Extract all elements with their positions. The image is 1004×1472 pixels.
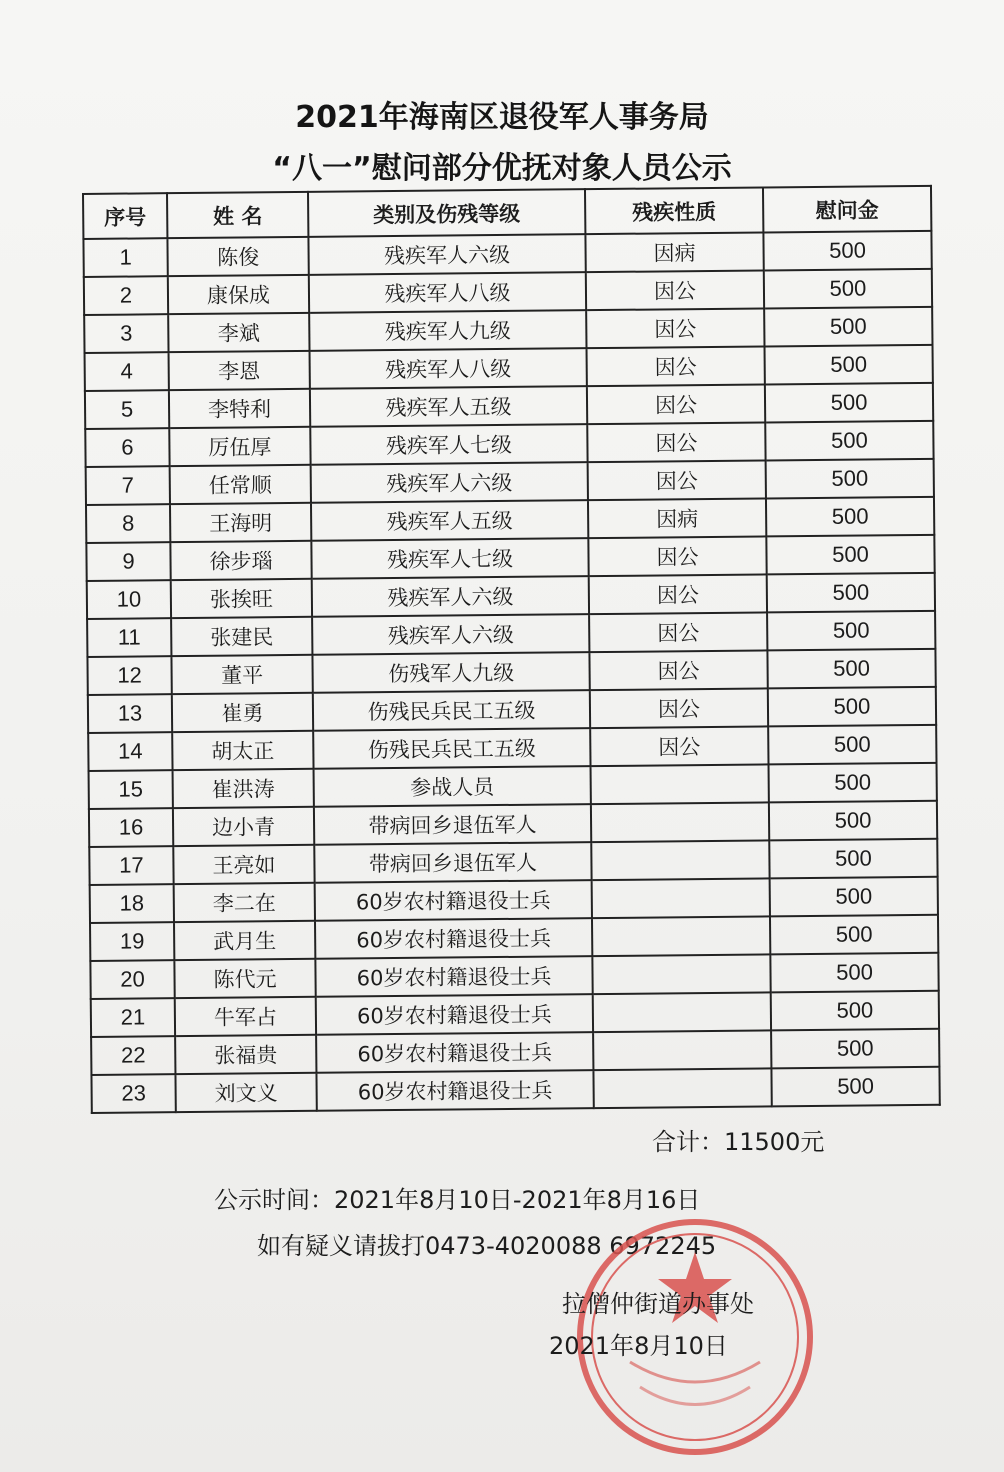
cell-category: 残疾军人九级 bbox=[309, 310, 586, 351]
cell-category: 残疾军人七级 bbox=[311, 538, 588, 579]
cell-nature bbox=[593, 1068, 771, 1108]
cell-name: 徐步瑙 bbox=[170, 541, 311, 580]
cell-category: 60岁农村籍退役士兵 bbox=[315, 880, 592, 921]
issue-date: 2021年8月10日 bbox=[549, 1332, 728, 1360]
cell-category: 伤残民兵民工五级 bbox=[313, 690, 590, 731]
cell-amount: 500 bbox=[767, 649, 935, 689]
cell-no: 20 bbox=[90, 960, 174, 999]
cell-category: 残疾军人六级 bbox=[308, 234, 585, 275]
cell-name: 李恩 bbox=[169, 351, 310, 390]
cell-amount: 500 bbox=[765, 383, 933, 423]
cell-name: 边小青 bbox=[173, 807, 314, 846]
cell-nature bbox=[592, 878, 770, 918]
cell-name: 任常顺 bbox=[170, 465, 311, 504]
cell-category: 参战人员 bbox=[314, 766, 591, 807]
cell-category: 60岁农村籍退役士兵 bbox=[315, 956, 592, 997]
cell-amount: 500 bbox=[767, 611, 935, 651]
cell-amount: 500 bbox=[769, 839, 937, 879]
cell-name: 牛军占 bbox=[175, 997, 316, 1036]
cell-name: 张挨旺 bbox=[171, 579, 312, 618]
cell-no: 13 bbox=[88, 694, 172, 733]
cell-amount: 500 bbox=[771, 1067, 939, 1107]
cell-amount: 500 bbox=[765, 421, 933, 461]
cell-no: 4 bbox=[85, 352, 169, 391]
cell-nature: 因公 bbox=[589, 612, 767, 652]
cell-amount: 500 bbox=[764, 269, 932, 309]
cell-category: 伤残民兵民工五级 bbox=[313, 728, 590, 769]
cell-nature: 因公 bbox=[586, 270, 764, 310]
cell-amount: 500 bbox=[770, 915, 938, 955]
cell-nature: 因公 bbox=[587, 384, 765, 424]
seal-arc-mark bbox=[630, 1362, 760, 1382]
cell-amount: 500 bbox=[768, 725, 936, 765]
cell-nature: 因公 bbox=[587, 422, 765, 462]
cell-amount: 500 bbox=[769, 763, 937, 803]
total-amount: 合计：11500元 bbox=[652, 1128, 825, 1156]
cell-category: 60岁农村籍退役士兵 bbox=[316, 994, 593, 1035]
cell-category: 残疾军人五级 bbox=[311, 500, 588, 541]
seal-arc-mark-2 bbox=[640, 1387, 750, 1405]
cell-name: 崔洪涛 bbox=[173, 769, 314, 808]
cell-category: 残疾军人五级 bbox=[310, 386, 587, 427]
cell-name: 武月生 bbox=[174, 921, 315, 960]
cell-amount: 500 bbox=[769, 801, 937, 841]
cell-no: 11 bbox=[87, 618, 171, 657]
cell-name: 王亮如 bbox=[173, 845, 314, 884]
cell-nature: 因公 bbox=[586, 308, 764, 348]
cell-name: 刘文义 bbox=[175, 1073, 316, 1112]
cell-nature bbox=[593, 992, 771, 1032]
cell-nature bbox=[591, 840, 769, 880]
cell-nature: 因公 bbox=[589, 574, 767, 614]
cell-no: 14 bbox=[88, 732, 172, 771]
cell-nature bbox=[593, 1030, 771, 1070]
cell-no: 23 bbox=[91, 1074, 175, 1113]
cell-amount: 500 bbox=[766, 535, 934, 575]
cell-nature bbox=[592, 954, 770, 994]
cell-name: 王海明 bbox=[170, 503, 311, 542]
cell-name: 崔勇 bbox=[172, 693, 313, 732]
header-amount: 慰问金 bbox=[763, 186, 931, 233]
cell-category: 带病回乡退伍军人 bbox=[314, 842, 591, 883]
cell-nature: 因公 bbox=[590, 688, 768, 728]
cell-category: 残疾军人八级 bbox=[309, 272, 586, 313]
cell-amount: 500 bbox=[765, 345, 933, 385]
cell-no: 17 bbox=[89, 846, 173, 885]
contact-phone: 如有疑义请拔打0473-4020088 6972245 bbox=[257, 1232, 717, 1260]
recipients-table bbox=[82, 185, 941, 1114]
header-category: 类别及伤残等级 bbox=[308, 189, 585, 237]
cell-category: 残疾军人六级 bbox=[312, 576, 589, 617]
cell-name: 胡太正 bbox=[172, 731, 313, 770]
cell-name: 陈代元 bbox=[174, 959, 315, 998]
cell-amount: 500 bbox=[768, 687, 936, 727]
cell-name: 陈俊 bbox=[167, 237, 308, 276]
document-title-line1: 2021年海南区退役军人事务局 bbox=[295, 100, 709, 135]
cell-no: 15 bbox=[89, 770, 173, 809]
cell-category: 60岁农村籍退役士兵 bbox=[315, 918, 592, 959]
cell-no: 5 bbox=[85, 390, 169, 429]
cell-name: 张福贵 bbox=[175, 1035, 316, 1074]
cell-amount: 500 bbox=[763, 231, 931, 271]
cell-nature: 因公 bbox=[588, 536, 766, 576]
cell-amount: 500 bbox=[767, 573, 935, 613]
cell-category: 残疾军人八级 bbox=[310, 348, 587, 389]
cell-nature bbox=[592, 916, 770, 956]
cell-nature bbox=[591, 764, 769, 804]
header-no: 序号 bbox=[83, 193, 167, 239]
cell-no: 22 bbox=[91, 1036, 175, 1075]
cell-no: 19 bbox=[90, 922, 174, 961]
cell-category: 伤残军人九级 bbox=[312, 652, 589, 693]
issuing-office: 拉僧仲街道办事处 bbox=[562, 1290, 754, 1318]
cell-no: 12 bbox=[87, 656, 171, 695]
cell-name: 李二在 bbox=[174, 883, 315, 922]
cell-name: 李斌 bbox=[168, 313, 309, 352]
cell-amount: 500 bbox=[766, 459, 934, 499]
cell-name: 厉伍厚 bbox=[169, 427, 310, 466]
cell-no: 2 bbox=[84, 276, 168, 315]
publication-period: 公示时间：2021年8月10日-2021年8月16日 bbox=[214, 1186, 701, 1214]
cell-nature bbox=[591, 802, 769, 842]
cell-name: 李特利 bbox=[169, 389, 310, 428]
cell-no: 18 bbox=[90, 884, 174, 923]
cell-name: 董平 bbox=[171, 655, 312, 694]
cell-no: 7 bbox=[86, 466, 170, 505]
cell-no: 3 bbox=[84, 314, 168, 353]
cell-no: 21 bbox=[91, 998, 175, 1037]
cell-category: 带病回乡退伍军人 bbox=[314, 804, 591, 845]
cell-amount: 500 bbox=[771, 1029, 939, 1069]
table-row bbox=[91, 1067, 939, 1113]
cell-no: 9 bbox=[86, 542, 170, 581]
cell-name: 张建民 bbox=[171, 617, 312, 656]
cell-nature: 因公 bbox=[589, 650, 767, 690]
cell-nature: 因病 bbox=[585, 232, 763, 272]
cell-amount: 500 bbox=[771, 991, 939, 1031]
table-header-row bbox=[83, 186, 931, 239]
cell-amount: 500 bbox=[770, 953, 938, 993]
cell-nature: 因公 bbox=[590, 726, 768, 766]
header-nature: 残疾性质 bbox=[585, 187, 763, 234]
cell-nature: 因公 bbox=[587, 346, 765, 386]
cell-name: 康保成 bbox=[168, 275, 309, 314]
cell-amount: 500 bbox=[764, 307, 932, 347]
cell-category: 残疾军人六级 bbox=[312, 614, 589, 655]
cell-no: 8 bbox=[86, 504, 170, 543]
cell-category: 残疾军人六级 bbox=[311, 462, 588, 503]
cell-nature: 因病 bbox=[588, 498, 766, 538]
cell-nature: 因公 bbox=[588, 460, 766, 500]
cell-no: 6 bbox=[85, 428, 169, 467]
cell-no: 1 bbox=[83, 238, 167, 277]
cell-no: 16 bbox=[89, 808, 173, 847]
cell-category: 残疾军人七级 bbox=[310, 424, 587, 465]
cell-category: 60岁农村籍退役士兵 bbox=[316, 1070, 593, 1111]
document-title-line2: “八一”慰问部分优抚对象人员公示 bbox=[272, 151, 732, 186]
cell-no: 10 bbox=[87, 580, 171, 619]
header-name: 姓 名 bbox=[167, 192, 308, 238]
cell-amount: 500 bbox=[766, 497, 934, 537]
table-body bbox=[83, 231, 939, 1113]
cell-category: 60岁农村籍退役士兵 bbox=[316, 1032, 593, 1073]
cell-amount: 500 bbox=[770, 877, 938, 917]
